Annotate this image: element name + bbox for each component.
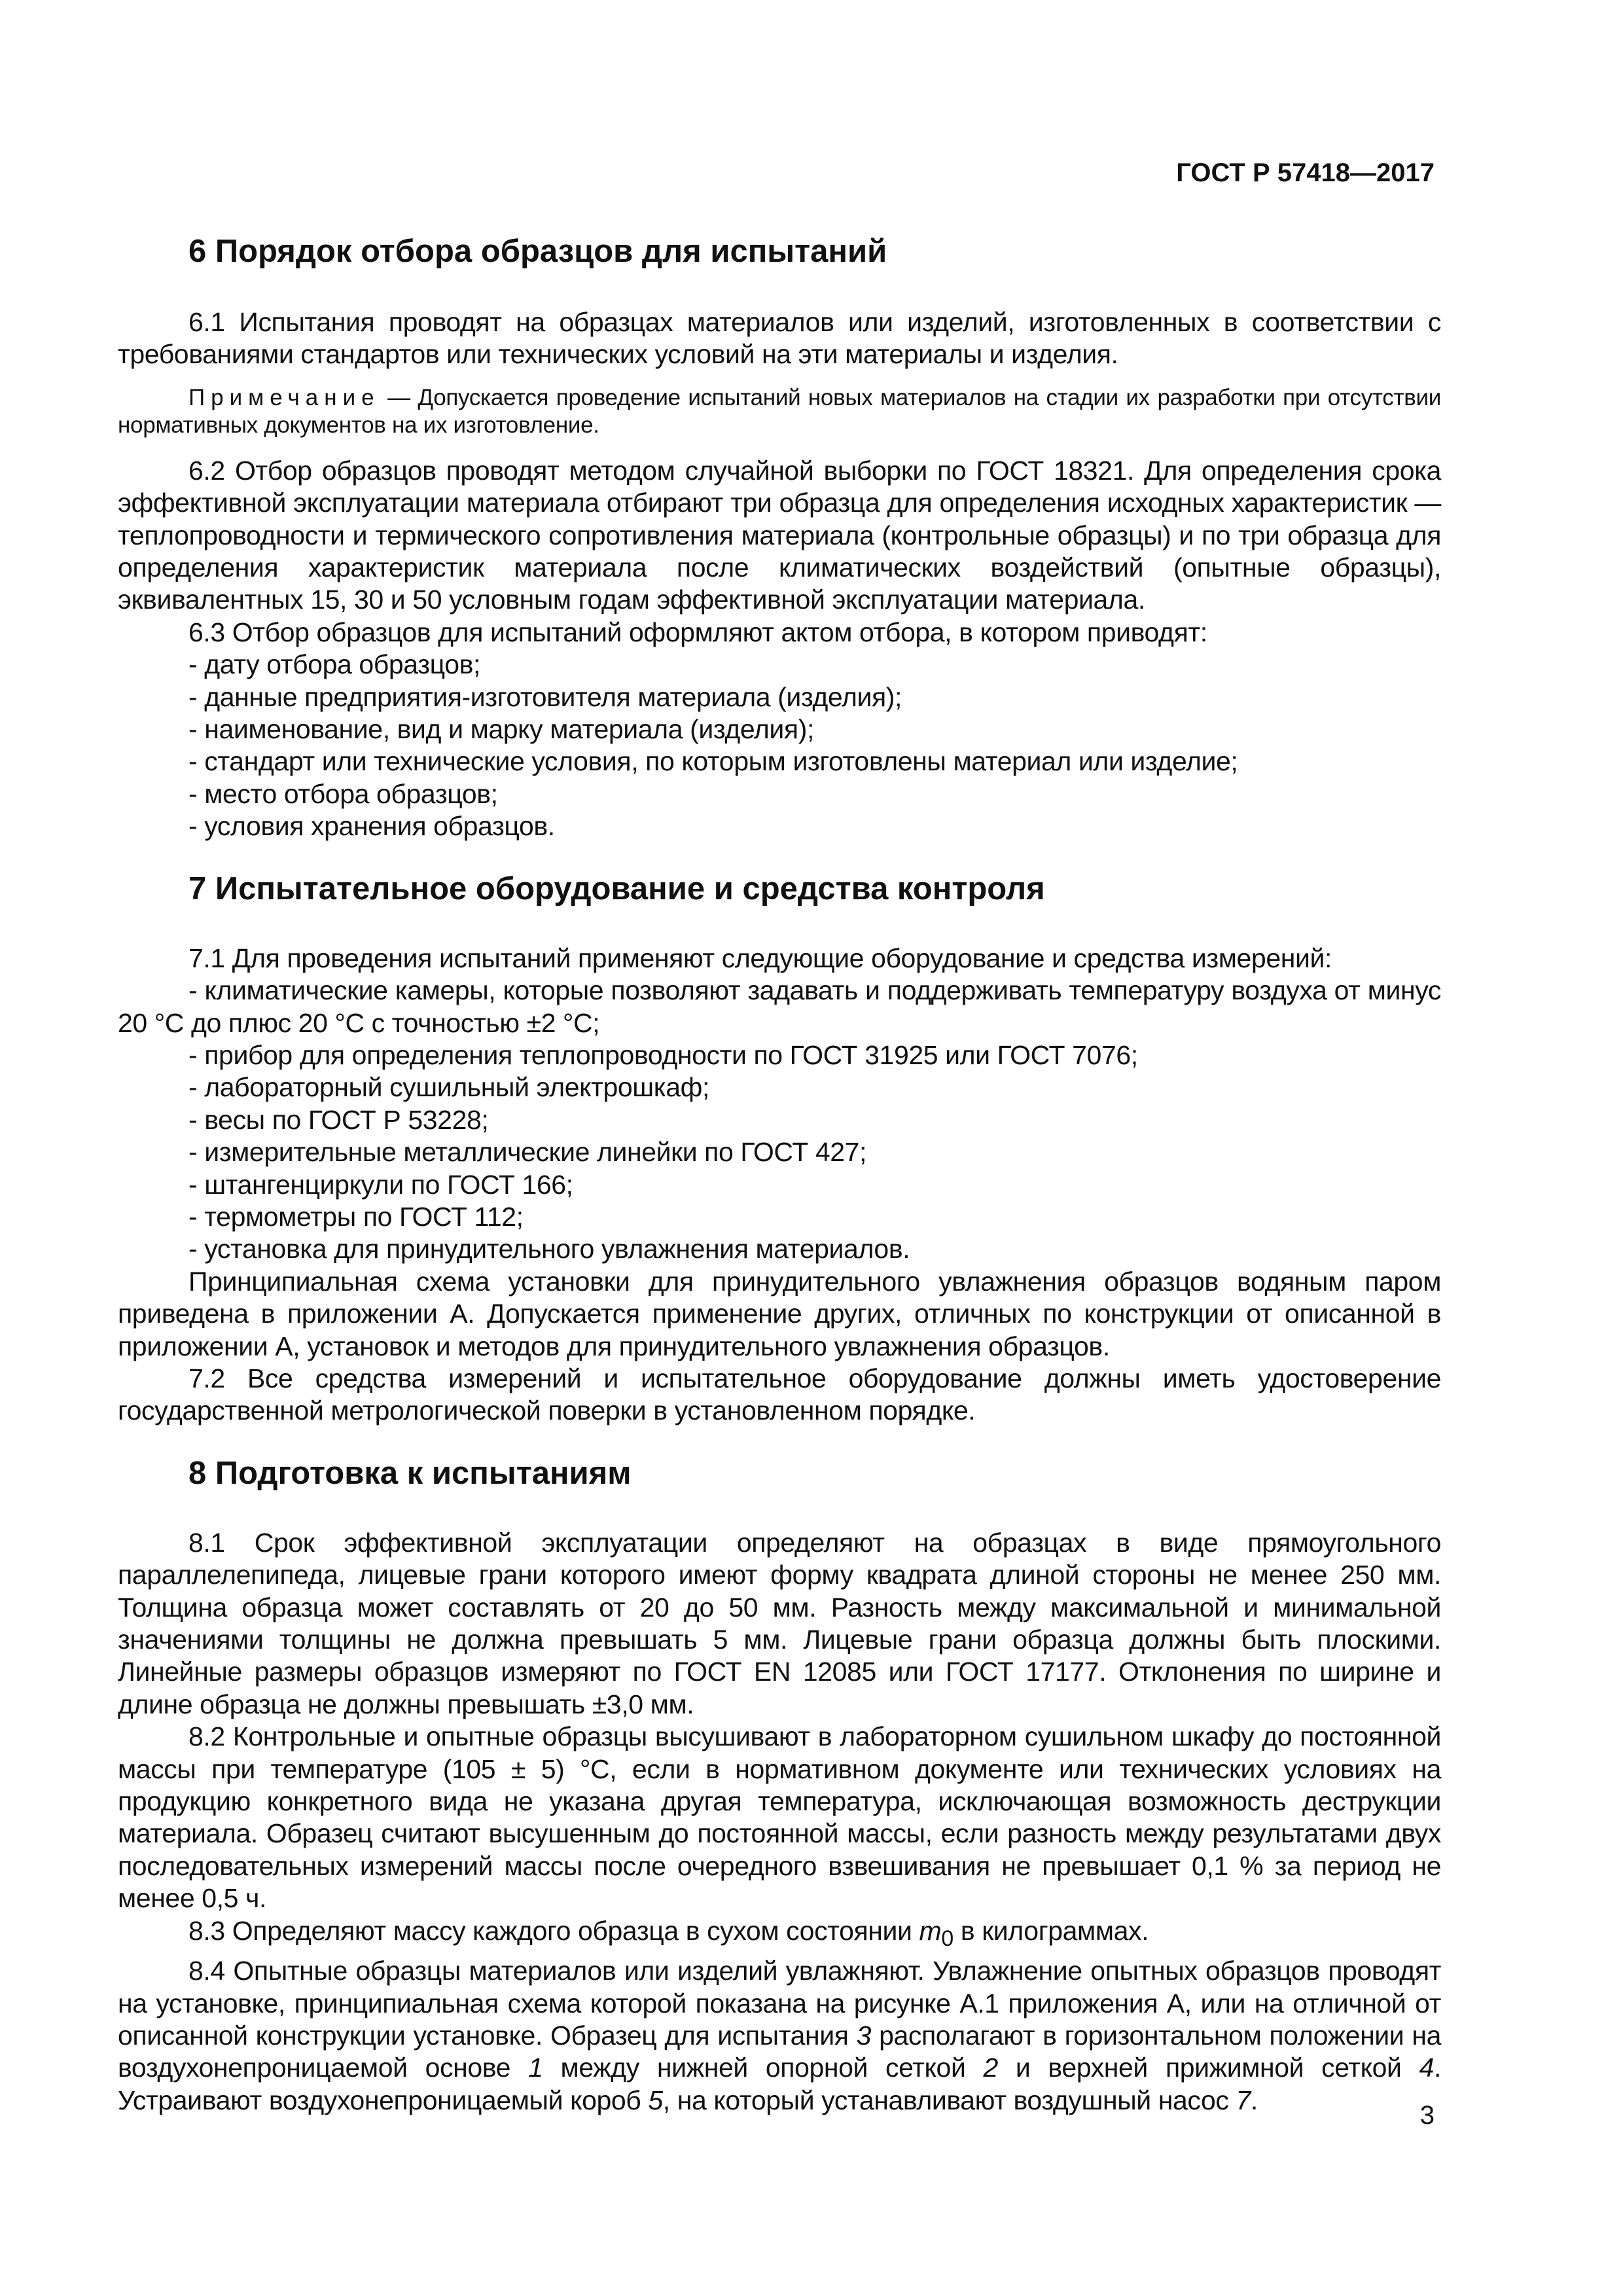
figure-ref-number: 1	[528, 2053, 543, 2083]
list-item: - условия хранения образцов.	[188, 811, 555, 842]
list-item: - весы по ГОСТ Р 53228;	[188, 1104, 489, 1135]
note-text: — Допускается проведение испытаний новых материалов на стадии их разработки при отсутствии нормативных документов на их изготовление.	[118, 384, 1441, 438]
text-run: , на который устанавливают воздушный насос	[662, 2085, 1236, 2115]
mass-subscript: 0	[941, 1926, 954, 1951]
page-number: 3	[1419, 2101, 1435, 2130]
figure-ref-number: 3	[856, 2020, 872, 2051]
list-item: - наименование, вид и марку материала (изделия);	[188, 714, 814, 745]
list-item: - штангенциркули по ГОСТ 166;	[188, 1169, 573, 1200]
list-item: - установка для принудительного увлажнения материалов.	[188, 1234, 910, 1265]
mass-symbol: m	[919, 1915, 942, 1946]
paragraph-7-1: 7.1 Для проведения испытаний применяют следующие оборудование и средства измерений:	[188, 942, 1332, 973]
text-run: .	[1250, 2085, 1258, 2115]
section-8-title: 8 Подготовка к испытаниям	[188, 1455, 632, 1491]
text-run: . Устраивают воздухонепроницаемый короб	[118, 2053, 1441, 2115]
paragraph-6-2: 6.2 Отбор образцов проводят методом случайной выборки по ГОСТ 18321. Для определения срока эффективной эксплуатации материала отбирают три образца для определения исходных характеристик — теплопроводности и термического сопротивления материала (контрольные образцы) и по три образца для определения характеристик материала после климатических воздействий (опытные образцы), эквивалентных 15, 30 и 50 условным годам эффективной эксплуатации материала.	[118, 455, 1441, 615]
list-item: - лабораторный сушильный электрошкаф;	[188, 1072, 709, 1103]
paragraph-8-3	[118, 1915, 1441, 1956]
list-item: - термометры по ГОСТ 112;	[188, 1201, 524, 1232]
list-item: - климатические камеры, которые позволяют задавать и поддерживать температуру воздуха от минус 20 °С до плюс 20 °С с точностью ±2 °С;	[118, 975, 1441, 1038]
paragraph-6-3: 6.3 Отбор образцов для испытаний оформляют актом отбора, в котором приводят:	[188, 617, 1207, 647]
list-item: - данные предприятия-изготовителя материала (изделия);	[188, 681, 902, 712]
figure-ref-number: 4	[1419, 2053, 1434, 2083]
text-run: 8.4 Опытные образцы материалов или изделий увлажняют. Увлажнение опытных образцов проводят на установке, принципиальная схема которой показана на рисунке А.1 приложения А, или на отличной от описанной конструкции установке. Образец для испытания	[118, 1956, 1441, 2051]
note-label: Примечание	[188, 384, 380, 410]
figure-ref-number: 2	[983, 2053, 998, 2083]
paragraph-7-2: 7.2 Все средства измерений и испытательное оборудование должны иметь удостоверение государственной метрологической поверки в установленном порядке.	[118, 1363, 1441, 1426]
text-run: между нижней опорной сеткой	[543, 2053, 984, 2083]
paragraph-8-2: 8.2 Контрольные и опытные образцы высушивают в лабораторном сушильном шкафу до постоянной массы при температуре (105 ± 5) °С, если в нормативном документе или технических условиях на продукцию конкретного вида не указана другая температура, исключающая возможность деструкции материала. Образец считают высушенным до постоянной массы, если разность между результатами двух последовательных измерений массы после очередного взвешивания не превышает 0,1 % за период не менее 0,5 ч.	[118, 1721, 1441, 1914]
list-item: - дату отбора образцов;	[188, 649, 480, 680]
figure-ref-number: 5	[648, 2085, 663, 2115]
paragraph-scheme: Принципиальная схема установки для принудительного увлажнения образцов водяным паром приведена в приложении А. Допускается применение других, отличных по конструкции от описанной в приложении А, установок и методов для принудительного увлажнения образцов.	[118, 1266, 1441, 1361]
paragraph-8-1: 8.1 Срок эффективной эксплуатации определяют на образцах в виде прямоугольного параллелепипеда, лицевые грани которого имеют форму квадрата длиной стороны не менее 250 мм. Толщина образца может составлять от 20 до 50 мм. Разность между максимальной и минимальной значениями толщины не должна превышать 5 мм. Лицевые грани образца должны быть плоскими. Линейные размеры образцов измеряют по ГОСТ EN 12085 или ГОСТ 17177. Отклонения по ширине и длине образца не должны превышать ±3,0 мм.	[118, 1527, 1441, 1719]
document-body	[118, 223, 1441, 2117]
section-7-title: 7 Испытательное оборудование и средства контроля	[188, 870, 1045, 906]
note-paragraph	[118, 384, 1441, 439]
section-6-title: 6 Порядок отбора образцов для испытаний	[188, 234, 887, 269]
list-item: - измерительные металлические линейки по ГОСТ 427;	[188, 1137, 867, 1168]
text-run: 8.3 Определяют массу каждого образца в сухом состоянии	[188, 1915, 919, 1946]
text-run: и верхней прижимной сеткой	[997, 2053, 1419, 2083]
paragraph-6-1: 6.1 Испытания проводят на образцах материалов или изделий, изготовленных в соответствии с требованиями стандартов или технических условий на эти материалы и изделия.	[118, 307, 1441, 370]
list-item: - место отбора образцов;	[188, 778, 498, 809]
paragraph-8-4	[118, 1955, 1441, 2117]
list-item: - прибор для определения теплопроводности по ГОСТ 31925 или ГОСТ 7076;	[188, 1039, 1138, 1070]
text-run: в килограммах.	[953, 1915, 1149, 1946]
list-item: - стандарт или технические условия, по которым изготовлены материал или изделие;	[188, 746, 1238, 777]
figure-ref-number: 7	[1236, 2085, 1251, 2115]
document-code-header: ГОСТ Р 57418—2017	[1176, 158, 1435, 187]
text-run: располагают в горизонтальном положении на воздухонепроницаемой основе	[118, 2020, 1441, 2083]
